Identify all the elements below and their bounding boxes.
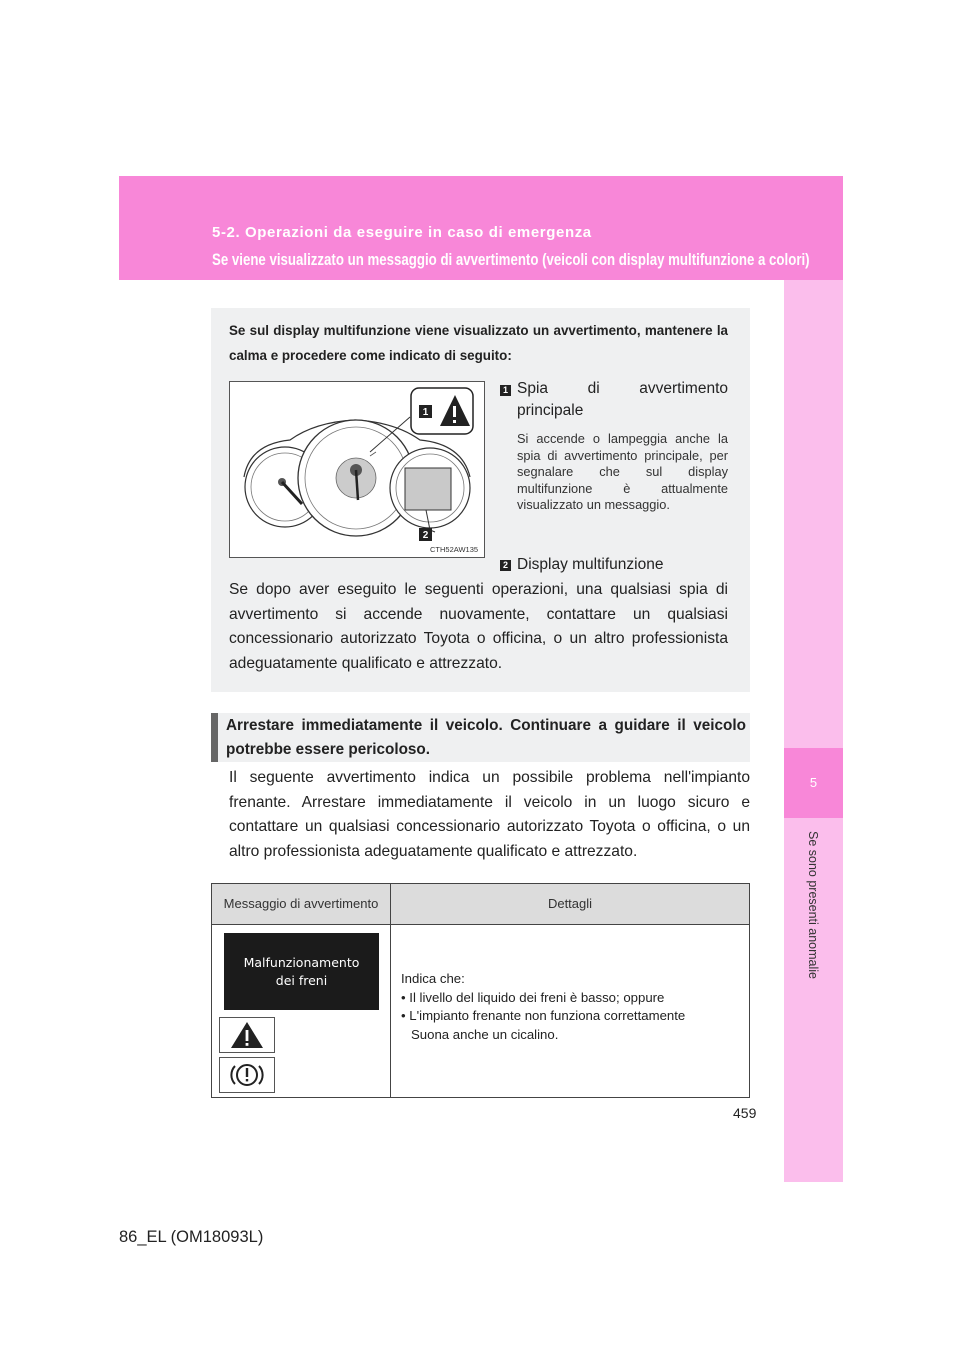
section-title: 5-2. Operazioni da eseguire in caso di emergenza [212,224,592,241]
instrument-cluster-figure [229,381,485,558]
item-2-title: Display multifunzione [517,556,664,573]
master-warning-icon [219,1017,275,1053]
details-cell [391,925,750,1098]
body-paragraph: Il seguente avvertimento indica un possibile problema nell'impianto frenante. Arrestare immediatamente il veicolo in un luogo sicuro e contattare un qualsiasi concessionario autorizzato Toyota o officina, o un altro professionista adeguatamente qualificato e attrezzato. [229,769,750,860]
details-note: Suona anche un cicalino. [411,1026,559,1042]
details-item-1: • Il livello del liquido dei freni è basso; oppure [401,989,665,1005]
details-intro: Indica che: [401,971,465,986]
side-tab-label: Se sono presenti anomalie [806,830,820,980]
item-2-badge: 2 [500,560,511,571]
warning-message-table [211,883,750,1098]
display-message-line2: dei freni [275,972,328,988]
svg-text:2: 2 [422,530,429,541]
info-paragraph: Se dopo aver eseguito le seguenti operazioni, una qualsiasi spia di avvertimento si accende nuovamente, contattare un qualsiasi concessionario autorizzato Toyota o officina, o un altro professionista adeguatamente qualificato e attrezzato. [229,581,728,672]
details-item-2: • L'impianto frenante non funziona correttamente [401,1008,686,1023]
side-tab-number[interactable]: 5 [784,748,843,818]
table-header-message: Messaggio di avvertimento [212,884,391,925]
item-1-title: Spia di avvertimento principale [517,380,728,419]
table-row [212,925,750,1098]
multi-display-message [224,933,379,1010]
footer-code: 86_EL (OM18093L) [119,1228,264,1246]
display-message-line1: Malfunzionamento [243,954,360,970]
page-title: Se viene visualizzato un messaggio di avvertimento (veicoli con display multifunzione a colori) [212,250,810,269]
page-number: 459 [733,1105,757,1121]
side-tab [784,280,843,1182]
item-1-badge: 1 [500,385,511,396]
item-1-description: Si accende o lampeggia anche la spia di avvertimento principale, per segnalare che sul display multifunzione è attualmente visualizzato un messaggio. [517,431,728,512]
warning-heading: Arrestare immediatamente il veicolo. Continuare a guidare il veicolo potrebbe essere pericoloso. [226,717,746,758]
info-lead: Se sul display multifunzione viene visualizzato un avvertimento, mantenere la calma e procedere come indicato di seguito: [229,323,728,363]
table-header-details: Dettagli [391,884,750,925]
brake-warning-icon [219,1057,275,1093]
table-header-row [212,884,750,925]
instrument-cluster-illustration [230,382,484,557]
svg-text:1: 1 [422,407,429,418]
warning-icons-cell [212,925,391,1098]
figure-code: CTH52AW135 [430,545,479,554]
